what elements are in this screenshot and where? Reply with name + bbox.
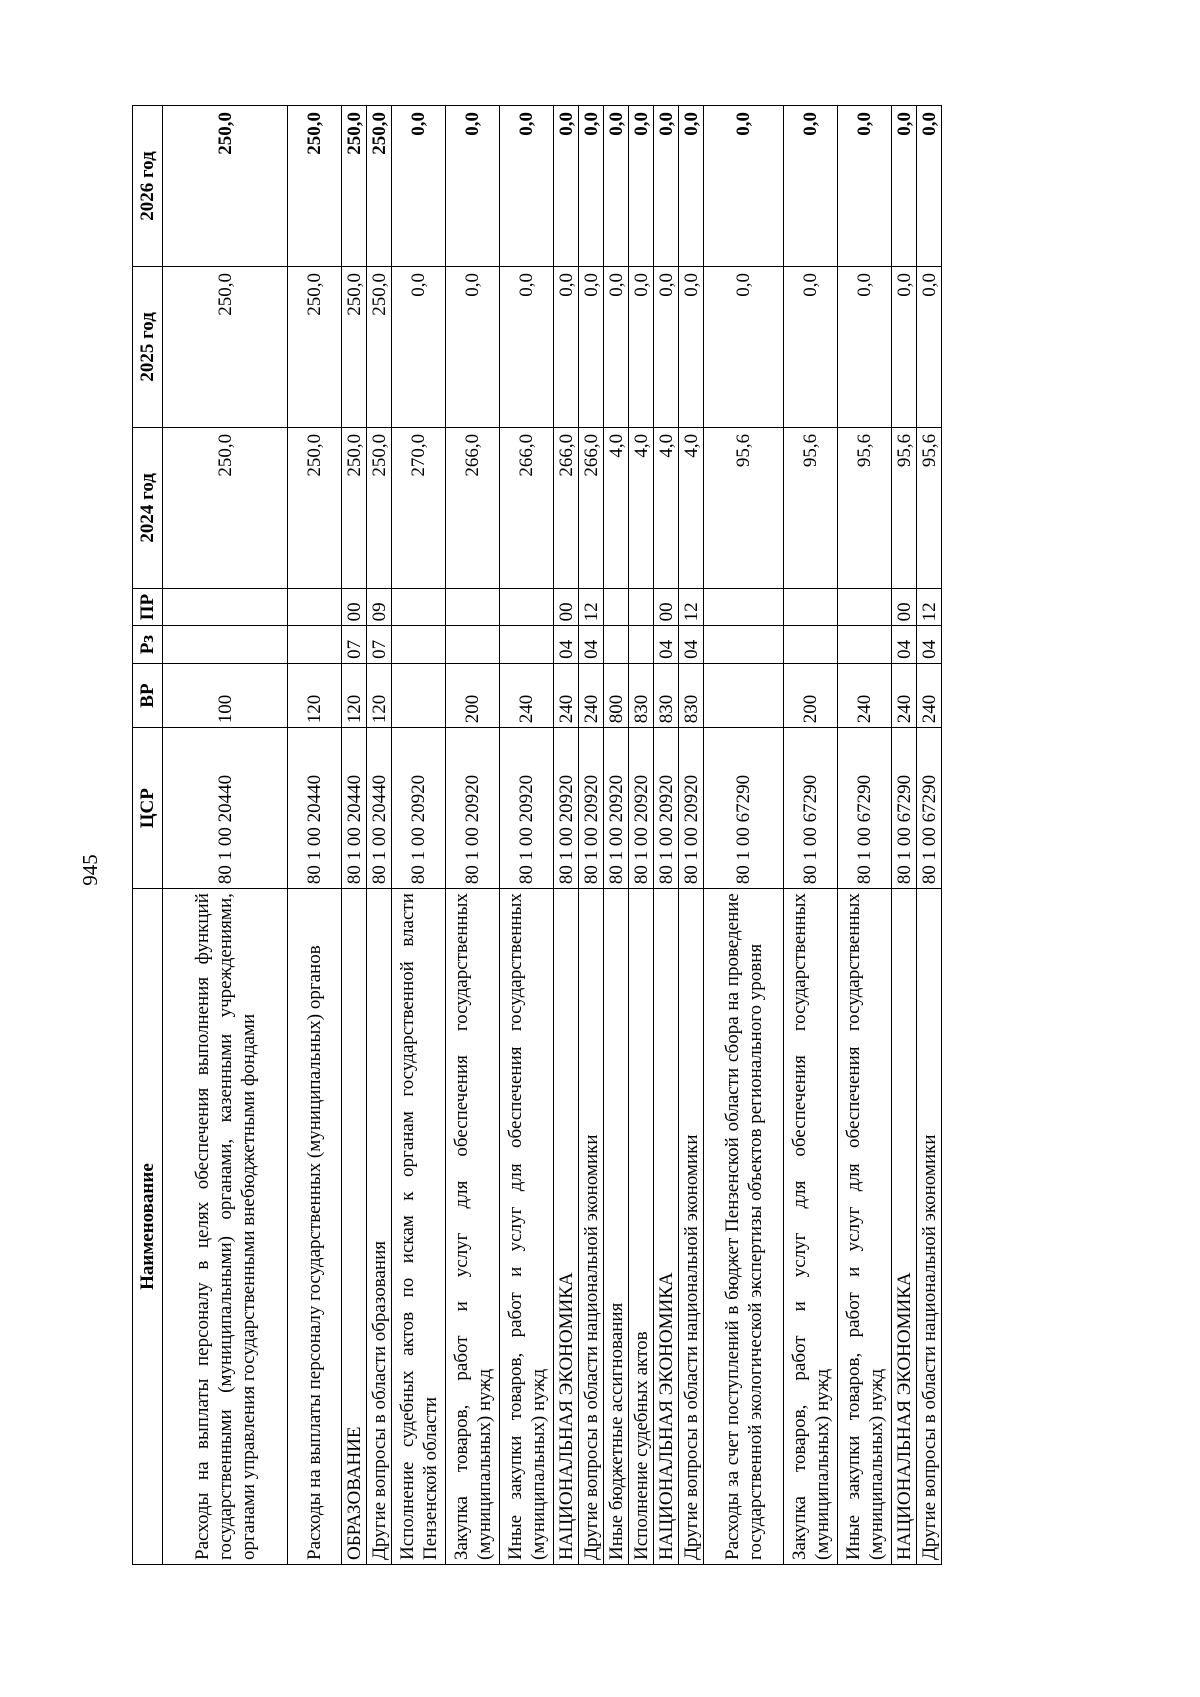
cell-y2024: 250,0 — [367, 427, 392, 588]
cell-y2026: 0,0 — [629, 106, 654, 267]
cell-rz: 04 — [654, 626, 679, 664]
cell-csr: 80 1 00 20920 — [392, 728, 446, 889]
cell-name: Другие вопросы в области национальной экономики — [579, 889, 604, 1565]
cell-y2026: 0,0 — [892, 106, 917, 267]
cell-y2025: 0,0 — [500, 266, 554, 427]
cell-y2026: 0,0 — [446, 106, 500, 267]
table-row — [654, 106, 679, 1565]
cell-csr: 80 1 00 20920 — [654, 728, 679, 889]
cell-y2025: 0,0 — [838, 266, 892, 427]
cell-pr: 12 — [917, 588, 942, 626]
header-2024: 2024 год — [133, 427, 163, 588]
header-row — [133, 106, 163, 1565]
table-row — [629, 106, 654, 1565]
cell-rz — [392, 626, 446, 664]
cell-y2024: 266,0 — [579, 427, 604, 588]
cell-rz — [500, 626, 554, 664]
cell-pr — [604, 588, 629, 626]
cell-vr: 830 — [679, 663, 704, 727]
cell-csr: 80 1 00 20920 — [500, 728, 554, 889]
cell-rz — [629, 626, 654, 664]
cell-csr: 80 1 00 20920 — [629, 728, 654, 889]
cell-name: Иные закупки товаров, работ и услуг для обеспечения государственных (муниципальных) нужд — [838, 889, 892, 1565]
cell-y2025: 250,0 — [288, 266, 342, 427]
rotated-table-container — [132, 105, 1022, 1565]
cell-pr: 00 — [654, 588, 679, 626]
header-csr: ЦСР — [133, 728, 163, 889]
cell-pr — [500, 588, 554, 626]
cell-name: НАЦИОНАЛЬНАЯ ЭКОНОМИКА — [554, 889, 579, 1565]
cell-y2024: 266,0 — [554, 427, 579, 588]
cell-csr: 80 1 00 20440 — [163, 728, 288, 889]
cell-y2026: 0,0 — [838, 106, 892, 267]
cell-y2026: 0,0 — [604, 106, 629, 267]
cell-pr — [163, 588, 288, 626]
cell-y2025: 250,0 — [367, 266, 392, 427]
header-vr: ВР — [133, 663, 163, 727]
table-row — [784, 106, 838, 1565]
cell-vr: 240 — [892, 663, 917, 727]
cell-y2026: 250,0 — [342, 106, 367, 267]
cell-pr: 12 — [579, 588, 604, 626]
table-row — [342, 106, 367, 1565]
cell-y2025: 0,0 — [654, 266, 679, 427]
table-row — [604, 106, 629, 1565]
header-2025: 2025 год — [133, 266, 163, 427]
header-2026: 2026 год — [133, 106, 163, 267]
cell-rz: 07 — [342, 626, 367, 664]
cell-y2026: 0,0 — [392, 106, 446, 267]
cell-rz — [288, 626, 342, 664]
cell-y2025: 0,0 — [446, 266, 500, 427]
cell-name: Иные закупки товаров, работ и услуг для обеспечения государственных (муниципальных) нужд — [500, 889, 554, 1565]
cell-name: Расходы на выплаты персоналу в целях обеспечения выполнения функций государственными (муниципальными) органами, казенными учреждениями, органами управления государственными внебюджетными фондами — [163, 889, 288, 1565]
cell-y2026: 250,0 — [288, 106, 342, 267]
cell-name: Расходы на выплаты персоналу государственных (муниципальных) органов — [288, 889, 342, 1565]
cell-y2025: 0,0 — [892, 266, 917, 427]
cell-name: Исполнение судебных актов — [629, 889, 654, 1565]
table-row — [554, 106, 579, 1565]
cell-y2026: 0,0 — [554, 106, 579, 267]
cell-pr — [629, 588, 654, 626]
table-row — [367, 106, 392, 1565]
cell-pr: 00 — [554, 588, 579, 626]
cell-y2025: 0,0 — [629, 266, 654, 427]
cell-vr: 240 — [579, 663, 604, 727]
cell-y2024: 95,6 — [704, 427, 784, 588]
cell-pr: 00 — [342, 588, 367, 626]
cell-vr: 200 — [446, 663, 500, 727]
cell-vr: 100 — [163, 663, 288, 727]
cell-name: Расходы за счет поступлений в бюджет Пензенской области сбора на проведение государственной экологической экспертизы объектов регионального уровня — [704, 889, 784, 1565]
cell-rz: 07 — [367, 626, 392, 664]
table-body — [163, 106, 942, 1565]
table-row — [392, 106, 446, 1565]
cell-pr: 00 — [892, 588, 917, 626]
cell-csr: 80 1 00 20440 — [342, 728, 367, 889]
cell-name: Другие вопросы в области национальной экономики — [679, 889, 704, 1565]
cell-rz: 04 — [554, 626, 579, 664]
cell-vr: 240 — [838, 663, 892, 727]
table-row — [704, 106, 784, 1565]
cell-rz — [704, 626, 784, 664]
cell-y2026: 0,0 — [579, 106, 604, 267]
cell-csr: 80 1 00 67290 — [838, 728, 892, 889]
cell-rz — [446, 626, 500, 664]
cell-pr — [288, 588, 342, 626]
cell-name: Исполнение судебных актов по искам к органам государственной власти Пензенской области — [392, 889, 446, 1565]
cell-vr: 800 — [604, 663, 629, 727]
cell-y2026: 250,0 — [367, 106, 392, 267]
cell-y2025: 0,0 — [604, 266, 629, 427]
cell-y2026: 0,0 — [917, 106, 942, 267]
cell-y2025: 0,0 — [579, 266, 604, 427]
cell-name: Другие вопросы в области национальной экономики — [917, 889, 942, 1565]
cell-y2024: 4,0 — [654, 427, 679, 588]
cell-y2024: 4,0 — [679, 427, 704, 588]
cell-y2024: 4,0 — [604, 427, 629, 588]
cell-y2024: 266,0 — [446, 427, 500, 588]
cell-vr: 240 — [917, 663, 942, 727]
cell-y2024: 250,0 — [288, 427, 342, 588]
cell-y2026: 0,0 — [704, 106, 784, 267]
cell-pr: 12 — [679, 588, 704, 626]
table-row — [892, 106, 917, 1565]
cell-csr: 80 1 00 67290 — [917, 728, 942, 889]
cell-csr: 80 1 00 67290 — [784, 728, 838, 889]
cell-pr: 09 — [367, 588, 392, 626]
cell-y2024: 95,6 — [838, 427, 892, 588]
cell-y2024: 95,6 — [917, 427, 942, 588]
cell-pr — [392, 588, 446, 626]
cell-y2025: 0,0 — [917, 266, 942, 427]
cell-csr: 80 1 00 20440 — [288, 728, 342, 889]
cell-y2025: 0,0 — [704, 266, 784, 427]
table-row — [288, 106, 342, 1565]
header-rz: Рз — [133, 626, 163, 664]
cell-vr — [392, 663, 446, 727]
cell-pr — [838, 588, 892, 626]
table-row — [446, 106, 500, 1565]
cell-y2026: 0,0 — [500, 106, 554, 267]
table-row — [917, 106, 942, 1565]
cell-vr: 240 — [554, 663, 579, 727]
cell-csr: 80 1 00 67290 — [704, 728, 784, 889]
table-row — [163, 106, 288, 1565]
cell-name: Закупка товаров, работ и услуг для обеспечения государственных (муниципальных) нужд — [784, 889, 838, 1565]
cell-pr — [704, 588, 784, 626]
cell-rz — [163, 626, 288, 664]
page-number: 945 — [78, 854, 102, 886]
cell-vr: 200 — [784, 663, 838, 727]
cell-csr: 80 1 00 20920 — [604, 728, 629, 889]
cell-y2024: 266,0 — [500, 427, 554, 588]
cell-csr: 80 1 00 20440 — [367, 728, 392, 889]
cell-pr — [446, 588, 500, 626]
cell-rz — [784, 626, 838, 664]
cell-vr: 830 — [629, 663, 654, 727]
cell-csr: 80 1 00 20920 — [446, 728, 500, 889]
cell-vr — [704, 663, 784, 727]
cell-rz: 04 — [679, 626, 704, 664]
cell-y2025: 0,0 — [554, 266, 579, 427]
cell-rz: 04 — [917, 626, 942, 664]
cell-y2025: 250,0 — [342, 266, 367, 427]
cell-name: Закупка товаров, работ и услуг для обеспечения государственных (муниципальных) нужд — [446, 889, 500, 1565]
cell-y2024: 95,6 — [892, 427, 917, 588]
cell-name: НАЦИОНАЛЬНАЯ ЭКОНОМИКА — [892, 889, 917, 1565]
cell-vr: 240 — [500, 663, 554, 727]
cell-y2025: 0,0 — [679, 266, 704, 427]
cell-csr: 80 1 00 20920 — [679, 728, 704, 889]
table-row — [579, 106, 604, 1565]
cell-y2024: 250,0 — [163, 427, 288, 588]
cell-csr: 80 1 00 20920 — [554, 728, 579, 889]
header-name: Наименование — [133, 889, 163, 1565]
cell-vr: 120 — [342, 663, 367, 727]
table-row — [838, 106, 892, 1565]
cell-y2024: 4,0 — [629, 427, 654, 588]
cell-pr — [784, 588, 838, 626]
cell-csr: 80 1 00 67290 — [892, 728, 917, 889]
cell-vr: 830 — [654, 663, 679, 727]
cell-vr: 120 — [367, 663, 392, 727]
cell-rz: 04 — [579, 626, 604, 664]
cell-name: ОБРАЗОВАНИЕ — [342, 889, 367, 1565]
cell-y2024: 250,0 — [342, 427, 367, 588]
table-row — [500, 106, 554, 1565]
cell-y2026: 0,0 — [784, 106, 838, 267]
cell-csr: 80 1 00 20920 — [579, 728, 604, 889]
cell-y2026: 0,0 — [679, 106, 704, 267]
budget-table — [132, 105, 942, 1565]
cell-name: Иные бюджетные ассигнования — [604, 889, 629, 1565]
cell-y2024: 270,0 — [392, 427, 446, 588]
cell-vr: 120 — [288, 663, 342, 727]
cell-y2024: 95,6 — [784, 427, 838, 588]
cell-rz — [838, 626, 892, 664]
cell-rz — [604, 626, 629, 664]
cell-y2025: 0,0 — [784, 266, 838, 427]
table-row — [679, 106, 704, 1565]
header-pr: ПР — [133, 588, 163, 626]
cell-y2025: 0,0 — [392, 266, 446, 427]
cell-y2026: 0,0 — [654, 106, 679, 267]
cell-name: НАЦИОНАЛЬНАЯ ЭКОНОМИКА — [654, 889, 679, 1565]
cell-rz: 04 — [892, 626, 917, 664]
cell-y2026: 250,0 — [163, 106, 288, 267]
cell-y2025: 250,0 — [163, 266, 288, 427]
cell-name: Другие вопросы в области образования — [367, 889, 392, 1565]
